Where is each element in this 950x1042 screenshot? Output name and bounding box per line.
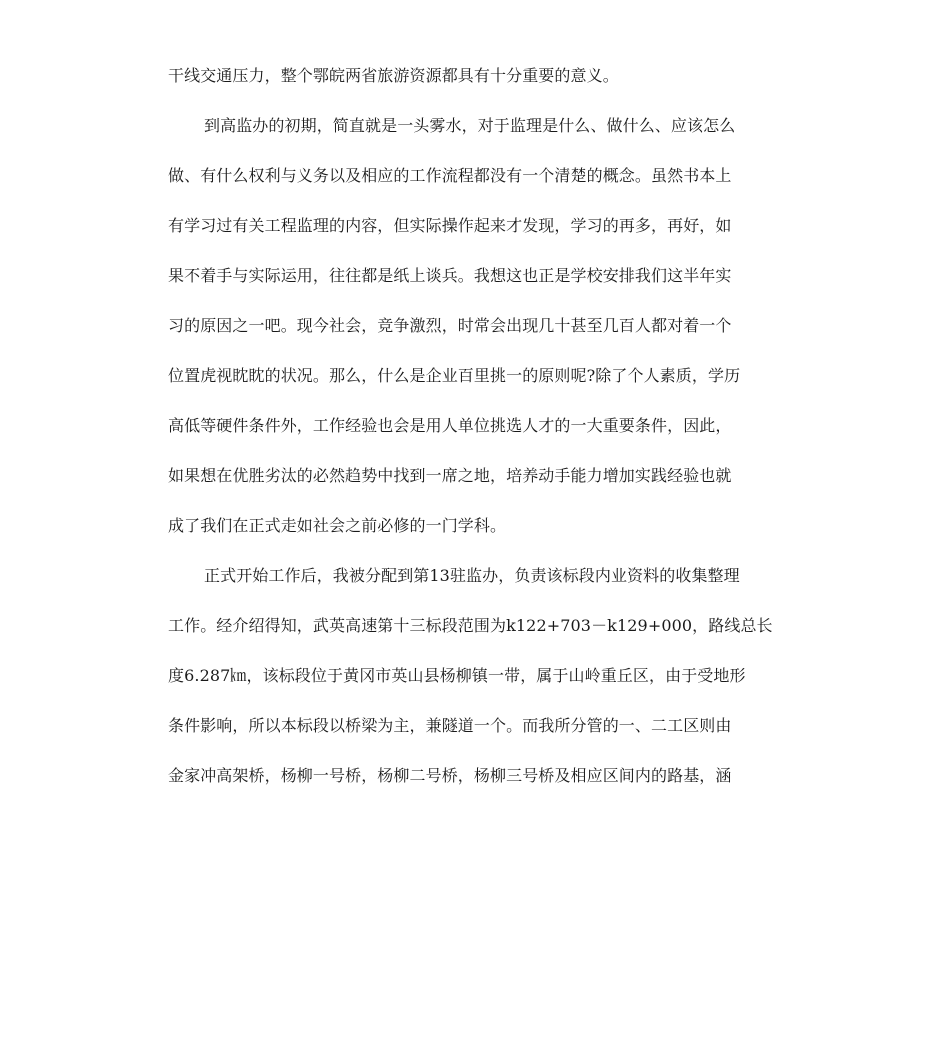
text-line: 条件影响，所以本标段以桥梁为主，兼隧道一个。而我所分管的一、二工区则由 [168,716,732,735]
text-line: 到高监办的初期，简直就是一头雾水，对于监理是什么、做什么、应该怎么 [204,116,736,135]
text-line: 习的原因之一吧。现今社会，竞争激烈，时常会出现几十甚至几百人都对着一个 [168,316,732,335]
text-line: 度6.287㎞，该标段位于黄冈市英山县杨柳镇一带，属于山岭重丘区，由于受地形 [168,666,746,685]
text-line: 果不着手与实际运用，往往都是纸上谈兵。我想这也正是学校安排我们这半年实 [168,266,732,285]
text-line: 干线交通压力，整个鄂皖两省旅游资源都具有十分重要的意义。 [168,66,619,85]
text-line: 有学习过有关工程监理的内容，但实际操作起来才发现，学习的再多，再好，如 [168,216,732,235]
text-line: 做、有什么权利与义务以及相应的工作流程都没有一个清楚的概念。虽然书本上 [168,166,732,185]
text-line: 金家冲高架桥，杨柳一号桥，杨柳二号桥，杨柳三号桥及相应区间内的路基，涵 [168,766,732,785]
text-line: 高低等硬件条件外，工作经验也会是用人单位挑选人才的一大重要条件，因此， [168,416,732,435]
text-line: 工作。经介绍得知，武英高速第十三标段范围为k122+703－k129+000，路线总长 [168,616,773,635]
text-line: 成了我们在正式走如社会之前必修的一门学科。 [168,516,507,535]
text-line: 正式开始工作后，我被分配到第13驻监办，负责该标段内业资料的收集整理 [204,566,740,585]
text-line: 如果想在优胜劣汰的必然趋势中找到一席之地，培养动手能力增加实践经验也就 [168,466,732,485]
text-line: 位置虎视眈眈的状况。那么，什么是企业百里挑一的原则呢?除了个人素质，学历 [168,366,741,385]
